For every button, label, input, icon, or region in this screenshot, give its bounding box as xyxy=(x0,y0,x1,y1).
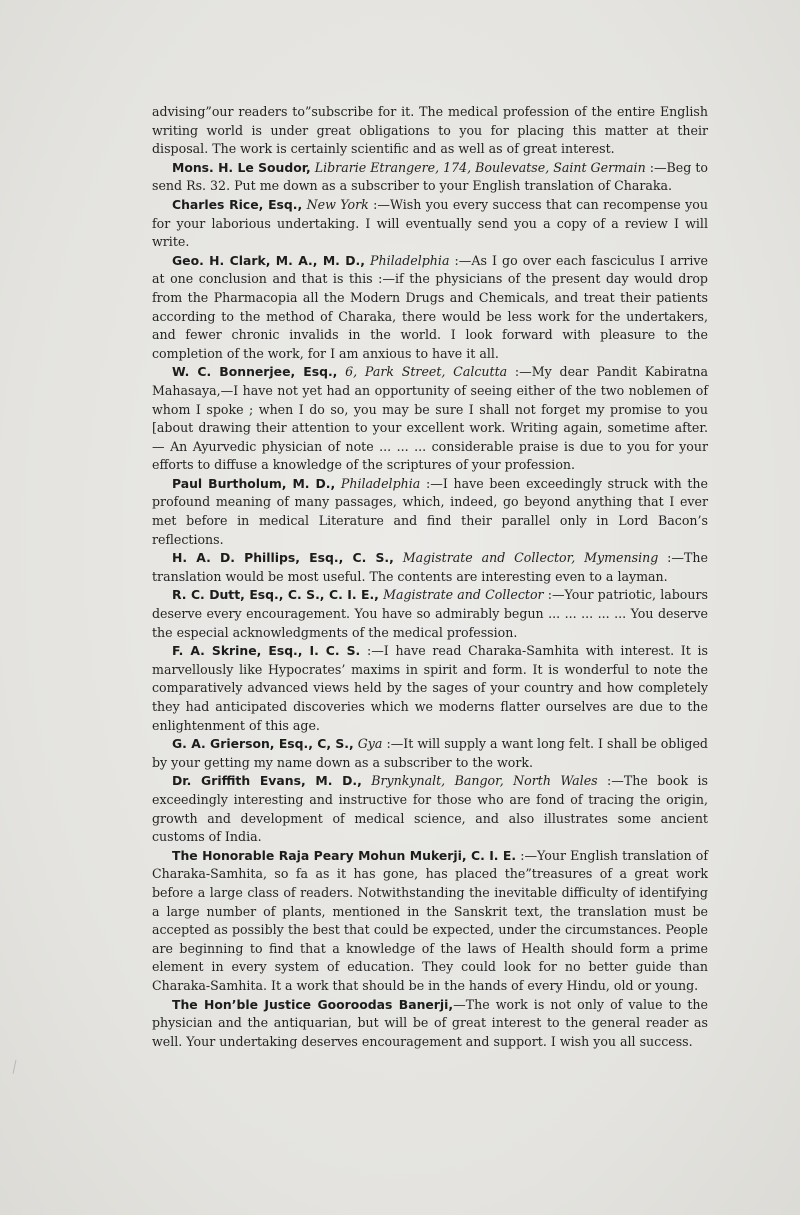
testimonial-dutt xyxy=(152,586,708,642)
testimonial-name: G. A. Grierson, Esq., C, S., xyxy=(172,736,354,752)
testimonial-text: :—Wish you every success that can recompense you for your laborious undertaking. I will eventually send you a copy of a review I will write. xyxy=(152,196,708,250)
testimonial-text: :—I have been exceedingly struck with the profound meaning of many passages, which, indeed, go beyond anything that I ever met before in medical Literature and find their parallel only in Lord Bacon’s reflections. xyxy=(152,475,708,547)
intro-paragraph: advising”our readers to”subscribe for it. The medical profession of the entire English writing world is under great obligations to you for placing this matter at their disposal. The work is certainly scientific and as well as of great interest. xyxy=(152,104,708,157)
testimonial-text: :—As I go over each fasciculus I arrive at one conclusion and that is this :—if the physicians of the present day would drop from the Pharmacopia all the Modern Drugs and Chemicals, and treat their patients according to the method of Charaka, there would be less work for the undertakers, and fewer chronic invalids in the world. I look forward with pleasure to the completion of the work, for I am anxious to have it all. xyxy=(152,252,708,361)
testimonial-name: Mons. H. Le Soudor, xyxy=(172,159,311,175)
testimonial-name: Charles Rice, Esq., xyxy=(172,196,303,212)
testimonial-rice xyxy=(152,196,708,252)
testimonial-mukerji xyxy=(152,847,708,996)
testimonial-name: F. A. Skrine, Esq., I. C. S. xyxy=(172,643,361,659)
testimonials-text xyxy=(152,103,708,1051)
testimonial-skrine xyxy=(152,642,708,735)
testimonial-phillips xyxy=(152,549,708,586)
testimonial-place: Brynkynalt, Bangor, North Wales xyxy=(371,773,598,789)
testimonial-place: Librarie Etrangere, 174, Boulevatse, Saint Germain xyxy=(314,159,646,175)
testimonial-name: Dr. Griffith Evans, M. D., xyxy=(172,773,362,789)
testimonial-banerji xyxy=(152,996,708,1052)
paper-blemish xyxy=(13,1060,19,1074)
testimonial-place: Magistrate and Collector xyxy=(383,587,544,603)
testimonial-text: :—The book is exceedingly interesting and instructive for those who are fond of tracing the origin, growth and development of medical science, and also illustrates some ancient customs of India. xyxy=(152,773,708,845)
testimonial-place: New York xyxy=(306,196,369,212)
testimonial-bonnerjee xyxy=(152,363,708,475)
testimonial-text: —The work is not only of value to the physician and the antiquarian, but will be of great interest to the general reader as well. Your undertaking deserves encouragement and support. I wish you all success. xyxy=(152,996,708,1049)
testimonial-place: Philadelphia xyxy=(340,475,421,491)
testimonial-place: Gya xyxy=(357,736,383,752)
testimonial-text: :—I have read Charaka-Samhita with interest. It is marvellously like Hypocrates’ maxims in spirit and form. It is wonderful to note the comparatively advanced views held by the sages of your country and how completely they had anticipated discoveries which we moderns flatter ourselves are due to the enlightenment of this age. xyxy=(152,643,708,733)
testimonial-clark xyxy=(152,252,708,364)
testimonial-text: :—Your English translation of Charaka-Samhita, so fa as it has gone, has placed the”treasures of a great work before a large class of readers. Notwithstanding the inevitable difficulty of identifying a large number of plants, mentioned in the Sanskrit text, the translation must be accepted as possibly the best that could be expected, under the circumstances. People are beginning to find that a knowledge of the laws of Health should form a prime element in every system of education. They could look for no better guide than Charaka-Samhita. It a work that should be in the hands of every Hindu, old or young. xyxy=(152,847,708,993)
testimonial-name: Geo. H. Clark, M. A., M. D., xyxy=(172,252,365,268)
testimonial-place: Philadelphia xyxy=(370,252,450,268)
testimonial-place: 6, Park Street, Calcutta xyxy=(345,364,508,380)
testimonial-name: The Hon’ble Justice Gooroodas Banerji, xyxy=(172,996,454,1012)
testimonial-name: R. C. Dutt, Esq., C. S., C. I. E., xyxy=(172,587,379,603)
testimonial-le-soudor xyxy=(152,159,708,196)
testimonial-text: :—Beg to send Rs. 32. Put me down as a subscriber to your English translation of Charaka. xyxy=(152,159,708,194)
testimonial-grierson xyxy=(152,735,708,772)
testimonial-evans xyxy=(152,772,708,846)
testimonial-place: Magistrate and Collector, Mymensing xyxy=(402,550,659,566)
testimonial-text: :—It will supply a want long felt. I shall be obliged by your getting my name down as a subscriber to the work. xyxy=(152,736,708,770)
testimonial-name: Paul Burtholum, M. D., xyxy=(172,475,336,491)
testimonial-name: H. A. D. Phillips, Esq., C. S., xyxy=(172,550,394,566)
testimonial-text: :—Your patriotic, labours deserve every encouragement. You have so admirably begun ... ... ... ... ... You deserve the especial acknowledgments of the medical profession. xyxy=(152,587,708,640)
testimonial-text: :—My dear Pandit Kabiratna Mahasaya,—I have not yet had an opportunity of seeing either of the two noblemen of whom I spoke ; when I do so, you may be sure I shall not forget my promise to you [about drawing their attention to your excellent work. Writing again, sometime after.— An Ayurvedic physician of note ... ... ... considerable praise is due to you for your efforts to diffuse a knowledge of the scriptures of your profession. xyxy=(152,364,708,473)
testimonial-name: W. C. Bonnerjee, Esq., xyxy=(172,364,338,380)
testimonial-name: The Honorable Raja Peary Mohun Mukerji, C. I. E. xyxy=(172,847,517,863)
testimonial-text: :—The translation would be most useful. The contents are interesting even to a layman. xyxy=(152,550,708,584)
testimonial-burtholum xyxy=(152,475,708,549)
